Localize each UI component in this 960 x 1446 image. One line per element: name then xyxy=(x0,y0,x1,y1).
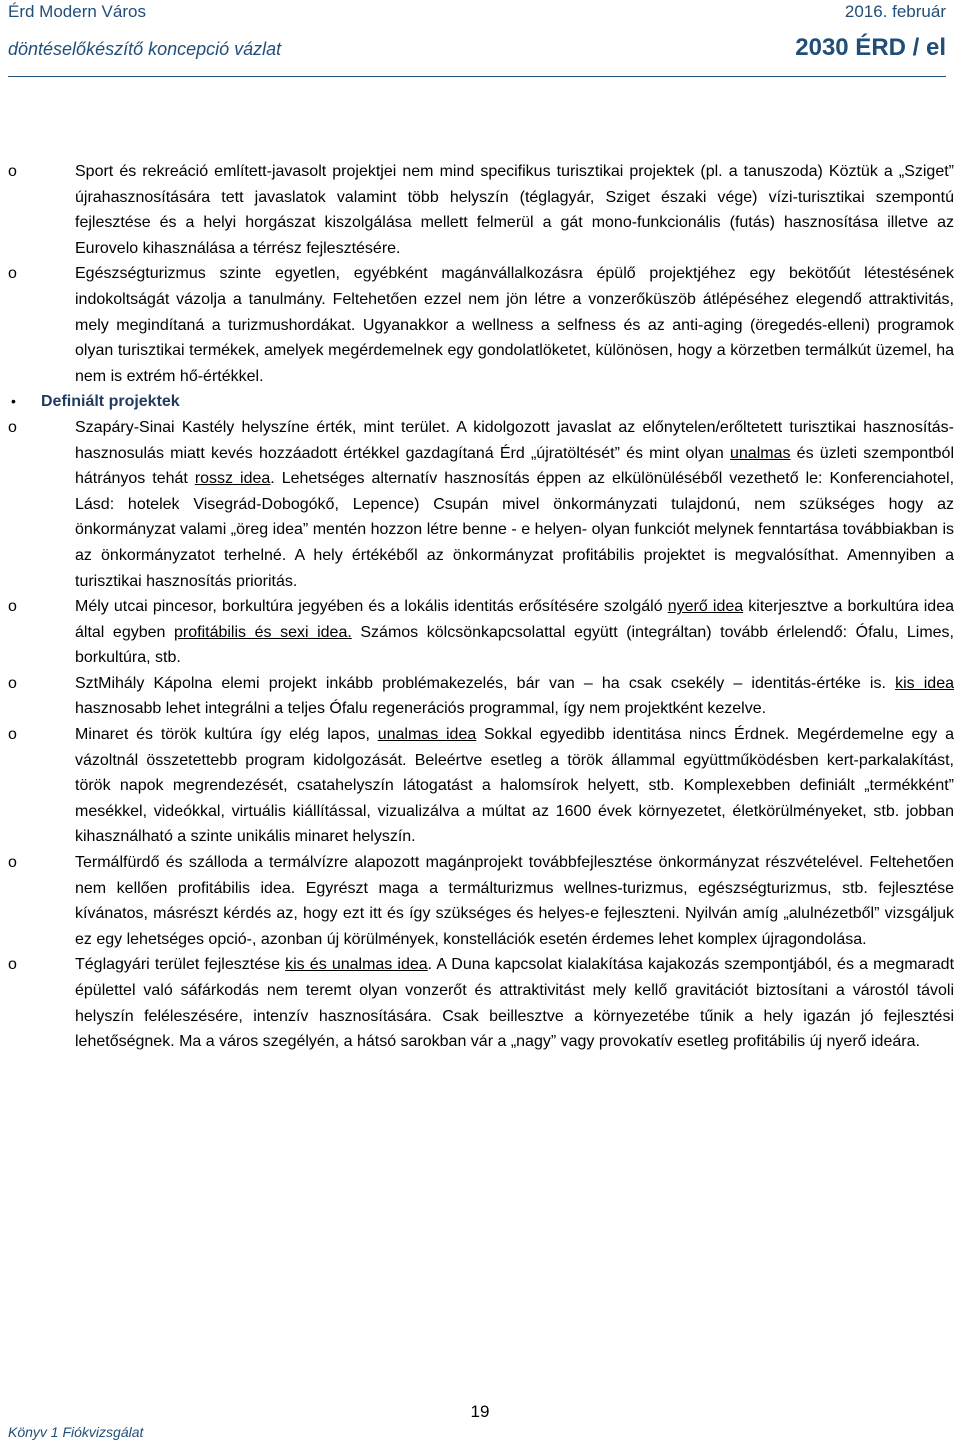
paragraph-text xyxy=(75,598,954,666)
underlined-phrase: unalmas idea xyxy=(377,726,477,744)
text-run: Számos kölcsönkapcsolattal együtt (integráltan) tovább érlelendő: Ófalu, Limes, borkultúra, stb. xyxy=(75,623,955,667)
text-run: Mély utcai pincesor, borkultúra jegyében és a lokális identitás erősítésére szolgáló xyxy=(75,598,668,616)
circle-bullet-icon: o xyxy=(8,598,17,616)
text-run: Szapáry-Sinai Kastély helyszíne érték, mint terület. A kidolgozott javaslat az előnytelen/erőltetett turisztikai hasznosítás-hasznosulás miatt kevés hozzáadott értékkel gazdagítaná Érd „újratöltését” és mint olyan xyxy=(75,418,954,462)
header-top xyxy=(8,0,946,24)
header-doc-code: 2030 ÉRD / el xyxy=(795,34,946,61)
text-run: . A Duna kapcsolat kialakítása kajakozás szempontjából, és a megmaradt épülettel való sáfárkodás nem teremt olyan vonzerőt és attraktivitást mely kellő gravitációt biztosítani a várostól távoli helyszín feléleszésére, intenzív hasznosítására. Csak beillesztve a környezetébe tűnik a hely igazán jó fejlesztési lehetőségnek. Ma a város szegélyén, a hátsó sarokban vár a „nagy” vagy provokatív esetleg profitábilis új nyerő ideára. xyxy=(75,956,955,1051)
section-heading: Definiált projektek xyxy=(41,393,180,411)
header-rule xyxy=(8,76,946,77)
list-item xyxy=(8,850,954,952)
circle-bullet-icon: o xyxy=(8,854,17,872)
list-item xyxy=(8,594,954,671)
paragraph-text xyxy=(75,675,954,718)
paragraph-text xyxy=(75,419,954,590)
list-item xyxy=(8,671,954,722)
list-item xyxy=(8,415,954,594)
circle-bullet-icon: o xyxy=(8,674,17,692)
circle-bullet-icon: o xyxy=(8,418,17,436)
underlined-phrase: kis és unalmas idea xyxy=(285,956,428,974)
text-run: Téglagyári terület fejlesztése xyxy=(75,956,286,974)
list-item xyxy=(8,722,954,850)
paragraph-text: Egészségturizmus szinte egyetlen, egyébként magánvállalkozásra épülő projektjéhez egy bekötőút létestésének indokoltságát vázolja a tanulmány. Feltehetően ezzel nem jön létre a vonzerőküszöb átlépéséhez elegendő attraktivitás, mely megindítaná a turizmushordákat. Ugyanakkor a wellness a selfness és az anti-aging (öregedés-elleni) programok olyan turisztikai termékek, amelyek megérdemelnek egy gondolatlöketet, különösen, hogy a körzetben termálkút üzemel, ha nem is extrém hő-értékkel. xyxy=(75,265,954,385)
page-number: 19 xyxy=(470,1402,490,1421)
circle-bullet-icon: o xyxy=(8,956,17,974)
list-item xyxy=(8,261,954,389)
underlined-phrase: unalmas xyxy=(730,444,791,462)
text-run: . Lehetséges alternatív hasznosítás éppen az elkülönüléséből vezethető le: Konferenciahotel, Lásd: hotelek Visegrád-Dobogókő, Lepence) Csupán mivel önkormányzati tulajdonú, nem szükséges hogy az önkormányzat valami „öreg idea” mentén hozzon létre benne - e helyen- olyan funkciót melynek fenntartása továbbiakban is az önkormányzatot terhelné. A hely értékéből az önkormányzat profitábilis projektet is megvalósíthat. Amennyiben a turisztikai hasznosítás prioritás. xyxy=(75,470,955,590)
header-date: 2016. február xyxy=(844,2,946,21)
dot-bullet-icon: • xyxy=(11,393,16,410)
section-heading-item xyxy=(8,389,954,415)
underlined-phrase: rossz idea xyxy=(194,470,271,488)
underlined-phrase: kis idea xyxy=(895,674,955,692)
text-run: kiterjesztve a borkultúra idea által egyben xyxy=(75,598,954,641)
text-run: és üzleti szempontból hátrányos tehát xyxy=(75,444,954,488)
paragraph-text xyxy=(75,956,954,1050)
footer-section-label: Könyv 1 Fiókvizsgálat xyxy=(8,1424,144,1440)
circle-bullet-icon: o xyxy=(8,163,17,180)
circle-bullet-icon: o xyxy=(8,265,17,283)
text-run: Minaret és török kultúra így elég lapos, xyxy=(75,726,378,744)
list-item xyxy=(8,952,954,1054)
paragraph-text: Sport és rekreáció említett-javasolt projektjei nem mind specifikus turisztikai projektek (pl. a tanuszoda) Köztük a „Sziget” újrahasznosítására tett javaslatok valamint több helyszín (téglagyár, Sziget északi vége) vízi-turisztikai szempontú fejlesztése és a helyi horgászat kiszolgálása mellett felmerül a gát mono-funkcionális (futás) hasznosítása illetve az Eurovelo kihasználása a térrész fejlesztésére. xyxy=(75,163,954,257)
paragraph-text xyxy=(75,726,954,845)
paragraph-text: Termálfürdő és szálloda a termálvízre alapozott magánprojekt továbbfejlesztése önkormányzat részvételével. Feltehetően nem kellően profitábilis idea. Egyrészt maga a termálturizmus wellnes-turizmus, egészségturizmus, stb. fejlesztése kívánatos, másrészt kérdés az, hogy ezt itt és így szükséges és helyes-e fejleszteni. Nyilván amíg „alulnézetből” vizsgáljuk ez egy lehetséges opció-, azonban új körülmények, konstellációk esetén érdemes lehet komplex újragondolása. xyxy=(75,854,954,948)
list-item xyxy=(8,159,954,261)
header-subtitle: döntéselőkészítő koncepció vázlat xyxy=(8,39,282,59)
underlined-phrase: profitábilis és sexi idea. xyxy=(174,623,352,641)
text-run: SztMihály Kápolna elemi projekt inkább problémakezelés, bár van – ha csak csekély – identitás-értéke is. xyxy=(75,674,896,692)
header-bottom xyxy=(8,34,946,68)
document-body xyxy=(8,159,954,1055)
underlined-phrase: nyerő idea xyxy=(667,598,744,616)
text-run: hasznosabb lehet integrálni a teljes Ófalu regenerációs programmal, így nem projektként kezelve. xyxy=(75,700,767,718)
header-org: Érd Modern Város xyxy=(8,2,146,21)
circle-bullet-icon: o xyxy=(8,726,17,744)
text-run: Sokkal egyedibb identitása nincs Érdnek. Megérdemelne egy a vázoltnál összetettebb program kidolgozását. Beleértve esetleg a török állammal együttműködésben kert-parkalakítást, török napok megrendezését, csatahelyszín látogatást a halomsírok helyett, stb. Komplexebben definiált „termékként” mesékkel, videókkal, virtuális kiállítással, vizualizálva a múltat az 1600 évek környezetet, életkörülményeket, stb. jobban kihasználható a szinte unikális minaret helyszín. xyxy=(75,726,955,846)
